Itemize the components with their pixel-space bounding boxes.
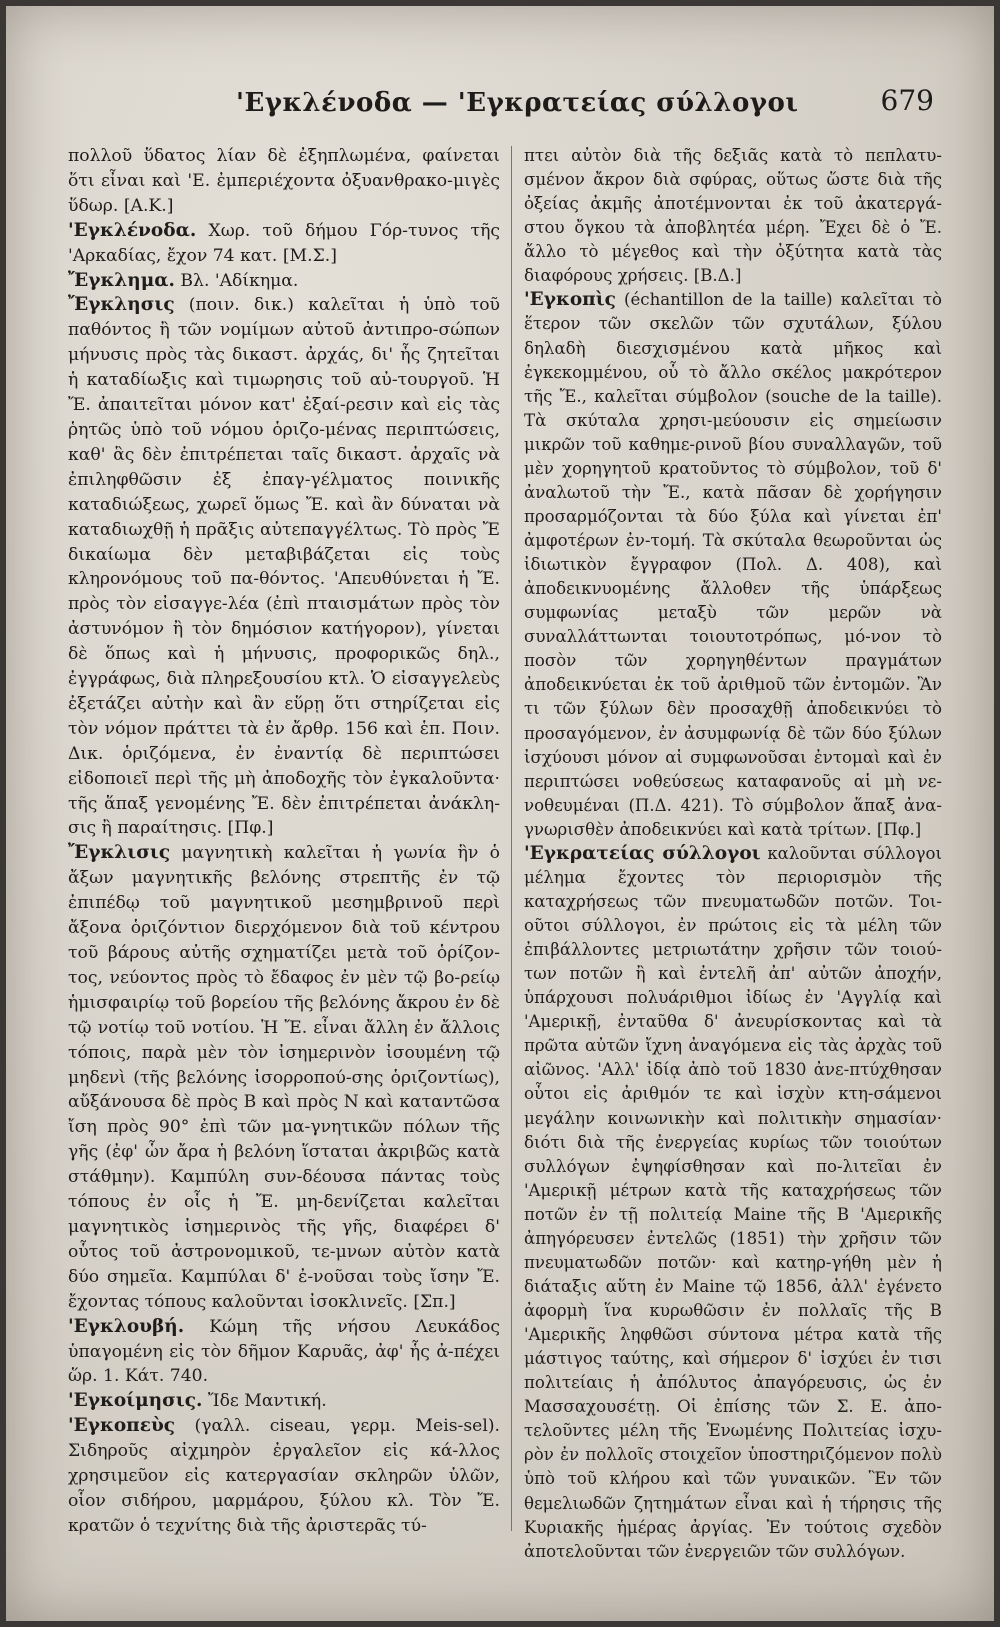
dictionary-entry [68,1315,500,1390]
entry-text: Κώμη τῆς νήσου Λευκάδος ὑπαγομένη εἰς τὸν δῆμον Καρυᾶς, ἀφ' ἧς ἀ-πέχει ὥρ. 1. Κάτ. 740. [68,1316,500,1387]
entry-headword: 'Εγκλουβή. [68,1315,185,1337]
dictionary-entry [68,293,500,841]
dictionary-entry [68,219,500,269]
entry-headword: Ἔγκλημα. [68,269,175,291]
page-header [6,84,994,128]
entry-text: πολλοῦ ὕδατος λίαν δὲ ἐξηπλωμένα, φαίνεται ὅτι εἶναι καὶ 'Ε. ἐμπεριέχοντα ὀξυανθρακο-μιγὲς ὕδωρ. [Α.Κ.] [68,146,500,216]
page-number: 679 [880,84,934,117]
entry-headword: 'Εγκρατείας σύλλογοι [524,842,761,864]
entry-text: Ἴδε Μαντική. [202,1391,327,1412]
entry-text: Βλ. 'Αδίκημα. [174,270,299,291]
entry-text: (échantillon de la taille) καλεῖται τὸ ἕτερον τῶν σκελῶν τῶν σχυτάλων, ξύλου δηλαδὴ διεσχισμένου κατὰ μῆκος καὶ ἐγκεκομμένου, οὗ τὸ ἄλλο σκέλος μακρότερον τῆς Ἔ., καλεῖται σύμβολον (souche de la taille). Τὰ σκύταλα χρησι-μεύουσιν εἰς σημείωσιν μικρῶν τοῦ καθημε-ρινοῦ βίου συναλλαγῶν, τοῦ μὲν χορηγητοῦ κρατοῦντος τὸ σύμβολον, τοῦ δ' ἀναλωτοῦ τὴν Ἔ., κατὰ πᾶσαν δὲ χορήγησιν προσαρμόζονται τὰ δύο ξύλα καὶ γίνεται ἐπ' ἀμφοτέρων ἐν-τομή. Τὰ σκύταλα θεωροῦνται ὡς ἰδιωτικὸν ἔγγραφον (Πολ. Δ. 408), καὶ ἀποδεικνυομένης ἄλλοθεν τῆς ὑπάρξεως συμφωνίας μεταξὺ τῶν μερῶν νὰ συναλλάττωνται τοιουτοτρόπως, μό-νον τὸ ποσὸν τῶν χορηγηθέντων πραγμάτων ἀποδεικνύεται ἐκ τοῦ ἀριθμοῦ τῶν ἐντομῶν. Ἂν τι τῶν ξύλων δὲν προσαχθῇ ἀποδεικνύει τὸ προσαγόμενον, ἐν ἀσυμφωνίᾳ δὲ τῶν δύο ξύλων ἰσχύουσι μόνον αἱ συμφωνοῦσαι ἐντομαὶ καὶ ἐν περιπτώσει νοθεύσεως καταφανοῦς αἱ μὴ νε-νοθευμέναι (Π.Δ. 421). Τὸ σύμβολον ἅπαξ ἀνα-γνωρισθὲν ἀποδεικνύει καὶ κατὰ τρίτων. [Πφ.] [524,290,942,839]
column-divider [511,146,512,1531]
entry-text: καλοῦνται σύλλογοι μέλημα ἔχοντες τὸν περιορισμὸν τῆς καταχρήσεως τῶν πνευματωδῶν ποτῶν. Τοι-οῦτοι σύλλογοι, ἐν πρώτοις εἰς τὰ μέλη τῶν ἐπιβάλλοντες μετριωτάτην χρῆσιν τῶν τοιού-των ποτῶν ἢ καὶ ἐντελῆ ἀπ' αὐτῶν ἀποχήν, ὑπάρχουσι πολυάριθμοι ἰδίως ἐν 'Αγγλίᾳ καὶ 'Αμερικῇ, ἐνταῦθα δ' ἀνευρίσκοντας καὶ τὰ πρῶτα αὐτῶν ἴχνη ἀναγόμενα εἰς τὰς ἀρχὰς τοῦ αἰῶνος. 'Αλλ' ἰδίᾳ ἀπὸ τοῦ 1830 ἀνε-πτύχθησαν οὗτοι εἰς ἀριθμόν τε καὶ ἰσχὺν κτη-σάμενοι μεγάλην κοινωνικὴν καὶ πολιτικὴν σημασίαν· διότι διὰ τῆς ἐνεργείας κυρίως τῶν τοιούτων συλλόγων ἐψηφίσθησαν καὶ πο-λιτεῖαι ἐν 'Αμερικῇ μέτρων κατὰ τῆς καταχρήσεως τῶν ποτῶν ἐν τῇ πολιτείᾳ Maine τῆς Β 'Αμερικῆς ἀπηγόρευσεν ἐντελῶς (1851) τὴν χρῆσιν τῶν πνευματωδῶν ποτῶν· καὶ κατηρ-γήθη μὲν ἡ διάταξις αὕτη ἐν Maine τῷ 1856, ἀλλ' ἐγένετο ἀφορμὴ ἵνα κυρωθῶσιν ἐν πολλαῖς τῆς Β 'Αμερικῆς ληφθῶσι σύντονα μέτρα κατὰ τῆς μάστιγος ταύτης, καὶ σήμερον δ' ἰσχύει ἐν τισι πολιτείαις ἡ ἀπόλυτος ἀπαγόρευσις, ὡς ἐν Μασσαχουσέτῃ. Οἱ ἐπίσης τῶν Σ. Ε. ἀπο-τελοῦντες μέλη τῆς Ἑνωμένης Πολιτείας ἰσχυ-ρὸν ἐν πολλοῖς στοιχεῖον ὑποστηριζόμενον πολὺ ὑπὸ τοῦ κλήρου καὶ τῶν γυναικῶν. Ἓν τῶν θεμελιωδῶν ζητημάτων εἶναι καὶ ἡ τήρησις τῆς Κυριακῆς ἡμέρας ἀργίας. Ἐν τούτοις σχεδὸν ἀποτελοῦνται τῶν ἐνεργειῶν τῶν συλλόγων. [524,843,942,1561]
entry-headword: Ἔγκλισις [68,842,171,864]
dictionary-entry [68,1414,500,1539]
entry-headword: Ἔγκλησις [68,294,175,316]
entry-headword: 'Εγκοπὶς [524,289,616,311]
entry-text: μαγνητικὴ καλεῖται ἡ γωνία ἣν ὁ ἄξων μαγνητικῆς βελόνης στρεπτῆς ἐν τῷ ἐπιπέδῳ τοῦ μαγνητικοῦ μεσημβρινοῦ περὶ ἄξονα ὁριζόντιον διερχόμενον διὰ τοῦ κέντρου τοῦ βάρους αὐτῆς σχηματίζει μετὰ τοῦ ὁρίζον-τος, νεύοντος πρὸς τὸ ἔδαφος ἐν μὲν τῷ βο-ρείῳ ἡμισφαιρίῳ τοῦ βορείου τῆς βελόνης ἄκρου ἐν δὲ τῷ νοτίῳ τοῦ νοτίου. Ἡ Ἔ. εἶναι ἄλλη ἐν ἄλλοις τόποις, παρὰ μὲν τὸν ἰσημερινὸν ἰσουμένη τῷ μηδενὶ (τῆς βελόνης ἰσορροπού-σης ὁριζοντίως), αὔξάνουσα δὲ πρὸς Β καὶ πρὸς Ν καὶ καταντῶσα ἴση πρὸς 90° ἐπὶ τῶν μα-γνητικῶν πόλων τῆς γῆς (ἐφ' ὧν ἄρα ἡ βελόνη ἵσταται ἀκριβῶς κατὰ στάθμην). Καμπύλη συν-δέουσα πάντας τοὺς τόπους ἐν οἷς ἡ Ἔ. μη-δενίζεται καλεῖται μαγνητικὸς ἰσημερινὸς τῆς γῆς, διαφέρει δ' οὗτος τοῦ ἀστρονομικοῦ, τε-μνων αὐτὸν κατὰ δύο σημεῖα. Καμπύλαι δ' ἐ-νοῦσαι τοὺς ἴσην Ἔ. ἔχοντας τόπους καλοῦνται ἰσοκλινεῖς. [Σπ.] [68,843,500,1312]
entry-text: πτει αὐτὸν διὰ τῆς δεξιᾶς κατὰ τὸ πεπλατυ-σμένον ἄκρον διὰ σφύρας, οὕτως ὥστε διὰ τῆς ὀξείας ἀκμῆς ἀποτέμνονται ἐκ τοῦ ἀκατεργά-στου ὄγκου τὰ ἀποβλητέα μέρη. Ἔχει δὲ ὁ Ἔ. ἄλλο τὸ μέγεθος καὶ τὴν ὀξύτητα κατὰ τὰς διαφόρους χρήσεις. [Β.Δ.] [524,146,942,286]
dictionary-entry [68,841,500,1314]
left-column [68,144,500,1539]
entry-headword: 'Εγκοπεὺς [68,1415,176,1437]
entry-text: (γαλλ. ciseau, γερμ. Meis-sel). Σιδηροῦς αἰχμηρὸν ἐργαλεῖον εἰς κά-λλος χρησιμεῦον εἰς κατεργασίαν σκληρῶν ὑλῶν, οἷον σιδήρου, μαρμάρου, ξύλου κλ. Τὸν Ἔ. κρατῶν ὁ τεχνίτης διὰ τῆς ἀριστερᾶς τύ- [68,1416,500,1536]
running-head: 'Εγκλένοδα — 'Εγκρατείας σύλλογοι [236,88,799,118]
entry-headword: 'Εγκοίμησις. [68,1390,203,1412]
dictionary-entry [524,144,942,288]
dictionary-entry [524,288,942,841]
dictionary-entry [68,1389,500,1414]
right-column [524,144,942,1564]
entry-headword: 'Εγκλένοδα. [68,219,197,241]
entry-text: Χωρ. τοῦ δήμου Γόρ-τυνος τῆς 'Αρκαδίας, ἔχον 74 κατ. [Μ.Σ.] [68,220,500,266]
dictionary-entry [68,144,500,219]
dictionary-entry [68,269,500,294]
entry-text: (ποιν. δικ.) καλεῖται ἡ ὑπὸ τοῦ παθόντος ἢ τῶν νομίμων αὐτοῦ ἀντιπρο-σώπων μήνυσις πρὸς τὰς δικαστ. ἀρχάς, δι' ἧς ζητεῖται ἡ καταδίωξις καὶ τιμωρησις τοῦ αὐ-τουργοῦ. Ἡ Ἔ. ἀπαιτεῖται μόνον κατ' ἐξαί-ρεσιν καὶ εἰς τὰς ῥητῶς ὑπὸ τοῦ νόμου ὁριζο-μένας περιπτώσεις, καθ' ἃς δὲν ἐπιτρέπεται ταῖς δικαστ. ἀρχαῖς νὰ ἐπιληφθῶσιν ἐξ ἐπαγ-γέλματος ποινικῆς καταδιώξεως, χωρεῖ ὅμως Ἔ. καὶ ἂν δύναται νὰ καταδιωχθῇ ἡ πρᾶξις αὐτεπαγγέλτως. Τὸ πρὸς Ἔ δικαίωμα δὲν μεταβιβάζεται εἰς τοὺς κληρονόμους τοῦ πα-θόντος. 'Απευθύνεται ἡ Ἔ. πρὸς τὸν εἰσαγγε-λέα (ἐπὶ πταισμάτων πρὸς τὸν ἀστυνόμον ἢ τὸν δημόσιον κατήγορον), γίνεται δὲ ὅπως καὶ ἡ μήνυσις, προφορικῶς δηλ., ἐγγράφως, διὰ πληρεξουσίου κτλ. Ὁ εἰσαγγελεὺς ἐξετάζει αὐτὴν καὶ ἂν εὕρῃ ὅτι στηρίζεται εἰς τὸν νόμον πράττει τὰ ἐν ἄρθρ. 156 καὶ ἑπ. Ποιν. Δικ. ὁριζόμενα, ἐν ἐναντίᾳ δὲ περιπτώσει εἰδοποιεῖ περὶ τῆς μὴ ἀποδοχῆς τὸν ἐγκαλοῦντα· τῆς ἅπαξ γενομένης Ἔ. δὲν ἐπιτρέπεται ἀνάκλη-σις ἢ παραίτησις. [Πφ.] [68,295,500,839]
scanned-page [6,6,994,1621]
dictionary-entry [524,842,942,1564]
